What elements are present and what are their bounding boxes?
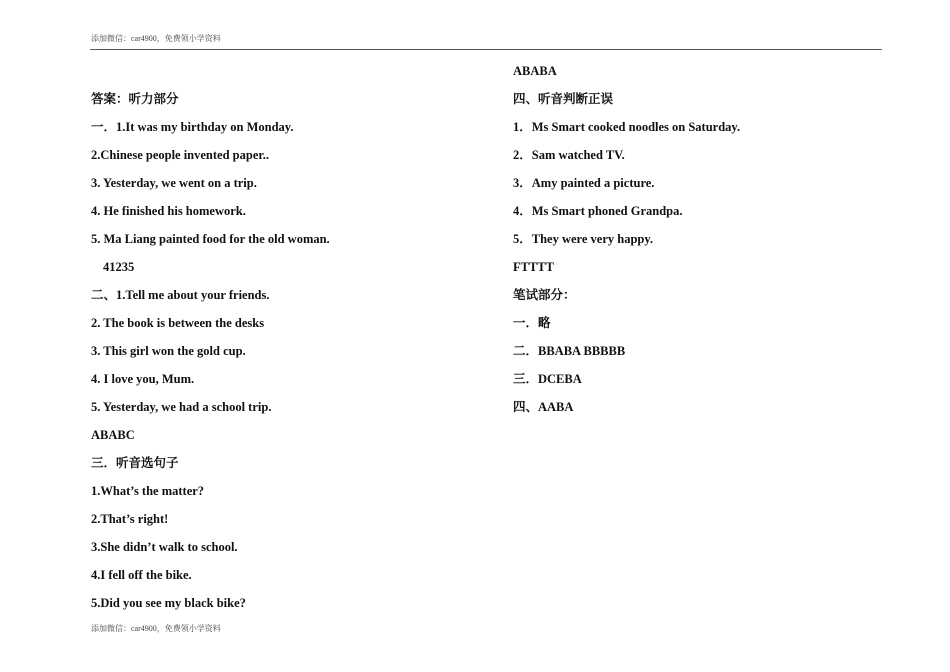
header-note: 添加微信：car4900，免费领小学资料 — [91, 34, 221, 43]
answer-line: 三．DCEBA — [513, 372, 582, 386]
answer-column-left — [91, 62, 491, 622]
answer-line: 二．BBABA BBBBB — [513, 344, 626, 358]
answer-line: 2. The book is between the desks — [91, 316, 265, 330]
answer-line: 一．略 — [513, 316, 551, 330]
answer-line: ABABC — [91, 428, 135, 442]
answer-line: 2.Chinese people invented paper.. — [91, 148, 270, 162]
answer-line — [91, 62, 491, 90]
answer-line: ABABA — [513, 64, 557, 78]
answer-line: 2．Sam watched TV. — [513, 148, 625, 162]
answer-line: 5. Ma Liang painted food for the old woman. — [91, 232, 330, 246]
answer-line: FTTTT — [513, 260, 554, 274]
answer-line: 一．1.It was my birthday on Monday. — [91, 120, 294, 134]
answer-line: 5. Yesterday, we had a school trip. — [91, 400, 272, 414]
answer-line: 3. This girl won the gold cup. — [91, 344, 246, 358]
answer-line: 三．听音选句子 — [91, 456, 179, 470]
answer-line: 3. Yesterday, we went on a trip. — [91, 176, 257, 190]
answer-line: 2.That’s right! — [91, 512, 169, 526]
answer-line: 四、AABA — [513, 400, 574, 414]
answer-line: 二、1.Tell me about your friends. — [91, 288, 270, 302]
answer-line: 5.Did you see my black bike? — [91, 596, 246, 610]
answer-line: 1.What’s the matter? — [91, 484, 205, 498]
header-rule — [90, 49, 882, 50]
answer-line: 4．Ms Smart phoned Grandpa. — [513, 204, 683, 218]
answer-line: 4.I fell off the bike. — [91, 568, 192, 582]
answer-line: 4. He finished his homework. — [91, 204, 246, 218]
answer-line: 1．Ms Smart cooked noodles on Saturday. — [513, 120, 741, 134]
answer-line: 答案：听力部分 — [91, 92, 179, 106]
answer-line: 3.She didn’t walk to school. — [91, 540, 238, 554]
answer-column-right — [513, 62, 883, 426]
answer-line: 41235 — [103, 260, 135, 274]
answer-line: 3．Amy painted a picture. — [513, 176, 655, 190]
answer-line: 5．They were very happy. — [513, 232, 654, 246]
answer-line: 四、听音判断正误 — [513, 92, 614, 106]
answer-line: 笔试部分： — [513, 288, 576, 302]
answer-line: 4. I love you, Mum. — [91, 372, 195, 386]
footer-note: 添加微信：car4900，免费领小学资料 — [91, 624, 221, 633]
